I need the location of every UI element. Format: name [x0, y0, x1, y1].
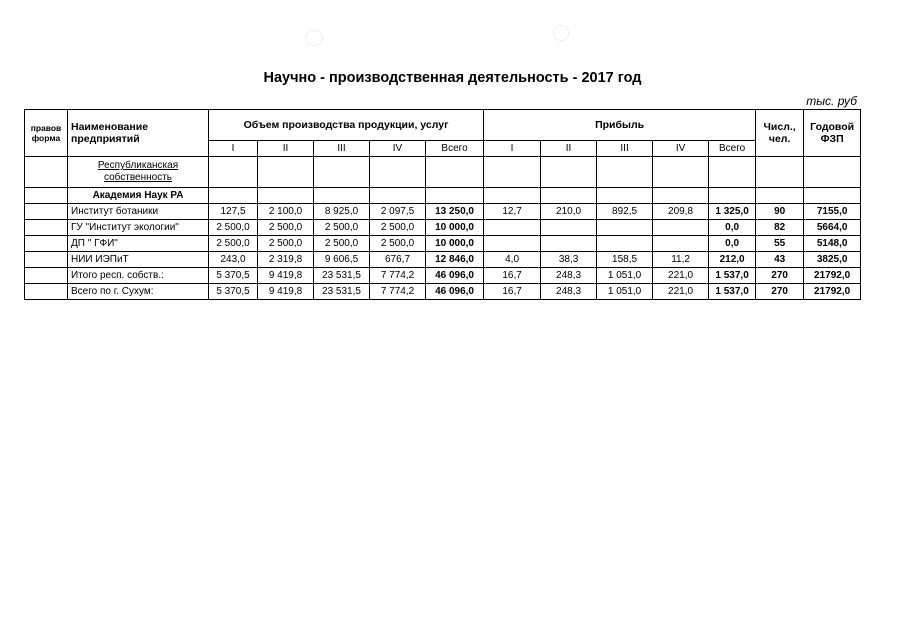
- header-name: Наименование предприятий: [68, 110, 209, 157]
- profit-cell: 11,2: [653, 252, 709, 268]
- legal-form-cell: [25, 268, 68, 284]
- enterprise-name: ГУ "Институт экологии": [68, 220, 209, 236]
- profit-cell: 0,0: [709, 220, 756, 236]
- volume-cell: 46 096,0: [426, 284, 484, 300]
- volume-cell: 2 500,0: [314, 220, 370, 236]
- volume-q3-header: III: [314, 141, 370, 157]
- profit-cell: 209,8: [653, 204, 709, 220]
- fzp-cell: 7155,0: [804, 204, 861, 220]
- profit-cell: 1 051,0: [597, 268, 653, 284]
- volume-cell: 23 531,5: [314, 284, 370, 300]
- profit-cell: [541, 236, 597, 252]
- enterprise-name: Институт ботаники: [68, 204, 209, 220]
- legal-form-cell: [25, 284, 68, 300]
- profit-cell: 38,3: [541, 252, 597, 268]
- staff-cell: 55: [756, 236, 804, 252]
- volume-cell: 127,5: [209, 204, 258, 220]
- volume-cell: 12 846,0: [426, 252, 484, 268]
- profit-cell: [541, 220, 597, 236]
- profit-cell: 1 537,0: [709, 268, 756, 284]
- enterprise-name: ДП " ГФИ": [68, 236, 209, 252]
- fzp-cell: 5148,0: [804, 236, 861, 252]
- volume-cell: 2 500,0: [209, 236, 258, 252]
- volume-cell: 10 000,0: [426, 236, 484, 252]
- profit-cell: [597, 220, 653, 236]
- volume-cell: 243,0: [209, 252, 258, 268]
- profit-cell: 248,3: [541, 284, 597, 300]
- staff-cell: 43: [756, 252, 804, 268]
- profit-cell: 12,7: [484, 204, 541, 220]
- enterprise-name: Всего по г. Сухум:: [68, 284, 209, 300]
- profit-cell: 892,5: [597, 204, 653, 220]
- legal-form-cell: [25, 220, 68, 236]
- header-profit: Прибыль: [484, 110, 756, 141]
- enterprise-name: Итого респ. собств.:: [68, 268, 209, 284]
- profit-q2-header: II: [541, 141, 597, 157]
- profit-total-header: Всего: [709, 141, 756, 157]
- fzp-cell: 21792,0: [804, 284, 861, 300]
- header-legal-form: правов форма: [25, 110, 68, 157]
- profit-cell: 1 051,0: [597, 284, 653, 300]
- volume-cell: 2 500,0: [370, 236, 426, 252]
- table-row: [25, 204, 861, 220]
- volume-cell: 676,7: [370, 252, 426, 268]
- profit-cell: [484, 220, 541, 236]
- volume-cell: 9 606,5: [314, 252, 370, 268]
- table-row: [25, 268, 861, 284]
- volume-cell: 9 419,8: [258, 284, 314, 300]
- table-row: [25, 236, 861, 252]
- volume-cell: 2 500,0: [314, 236, 370, 252]
- profit-cell: 1 537,0: [709, 284, 756, 300]
- section-republican-property: Республиканская собственность: [68, 157, 209, 188]
- volume-q4-header: IV: [370, 141, 426, 157]
- profit-cell: 4,0: [484, 252, 541, 268]
- table-row: [25, 252, 861, 268]
- staff-cell: 270: [756, 284, 804, 300]
- profit-cell: [484, 236, 541, 252]
- profit-cell: 0,0: [709, 236, 756, 252]
- header-staff: Числ., чел.: [756, 110, 804, 157]
- volume-cell: 9 419,8: [258, 268, 314, 284]
- production-table: [24, 109, 861, 300]
- volume-q1-header: I: [209, 141, 258, 157]
- profit-cell: [653, 236, 709, 252]
- volume-q2-header: II: [258, 141, 314, 157]
- legal-form-cell: [25, 236, 68, 252]
- profit-cell: 158,5: [597, 252, 653, 268]
- profit-q3-header: III: [597, 141, 653, 157]
- volume-cell: 23 531,5: [314, 268, 370, 284]
- profit-cell: 221,0: [653, 284, 709, 300]
- profit-cell: [653, 220, 709, 236]
- volume-cell: 10 000,0: [426, 220, 484, 236]
- fzp-cell: 5664,0: [804, 220, 861, 236]
- profit-q4-header: IV: [653, 141, 709, 157]
- fzp-cell: 21792,0: [804, 268, 861, 284]
- volume-cell: 46 096,0: [426, 268, 484, 284]
- profit-cell: 248,3: [541, 268, 597, 284]
- staff-cell: 82: [756, 220, 804, 236]
- volume-cell: 13 250,0: [426, 204, 484, 220]
- fzp-cell: 3825,0: [804, 252, 861, 268]
- volume-total-header: Всего: [426, 141, 484, 157]
- volume-cell: 2 319,8: [258, 252, 314, 268]
- staff-cell: 90: [756, 204, 804, 220]
- volume-cell: 5 370,5: [209, 284, 258, 300]
- legal-form-cell: [25, 252, 68, 268]
- volume-cell: 7 774,2: [370, 268, 426, 284]
- profit-cell: 1 325,0: [709, 204, 756, 220]
- profit-cell: 212,0: [709, 252, 756, 268]
- table-row: [25, 284, 861, 300]
- profit-cell: 16,7: [484, 268, 541, 284]
- volume-cell: 5 370,5: [209, 268, 258, 284]
- profit-cell: 210,0: [541, 204, 597, 220]
- units-label: тыс. руб: [806, 94, 857, 108]
- volume-cell: 2 500,0: [209, 220, 258, 236]
- table-row: [25, 220, 861, 236]
- header-volume: Объем производства продукции, услуг: [209, 110, 484, 141]
- volume-cell: 8 925,0: [314, 204, 370, 220]
- profit-cell: [597, 236, 653, 252]
- enterprise-name: НИИ ИЭПиТ: [68, 252, 209, 268]
- volume-cell: 2 500,0: [370, 220, 426, 236]
- volume-cell: 2 500,0: [258, 220, 314, 236]
- profit-q1-header: I: [484, 141, 541, 157]
- profit-cell: 16,7: [484, 284, 541, 300]
- profit-cell: 221,0: [653, 268, 709, 284]
- staff-cell: 270: [756, 268, 804, 284]
- volume-cell: 2 097,5: [370, 204, 426, 220]
- volume-cell: 7 774,2: [370, 284, 426, 300]
- section-academy: Академия Наук РА: [68, 188, 209, 204]
- page-title: Научно - производственная деятельность - 2017 год: [263, 70, 642, 86]
- header-fzp: Годовой ФЗП: [804, 110, 861, 157]
- legal-form-cell: [25, 204, 68, 220]
- volume-cell: 2 100,0: [258, 204, 314, 220]
- volume-cell: 2 500,0: [258, 236, 314, 252]
